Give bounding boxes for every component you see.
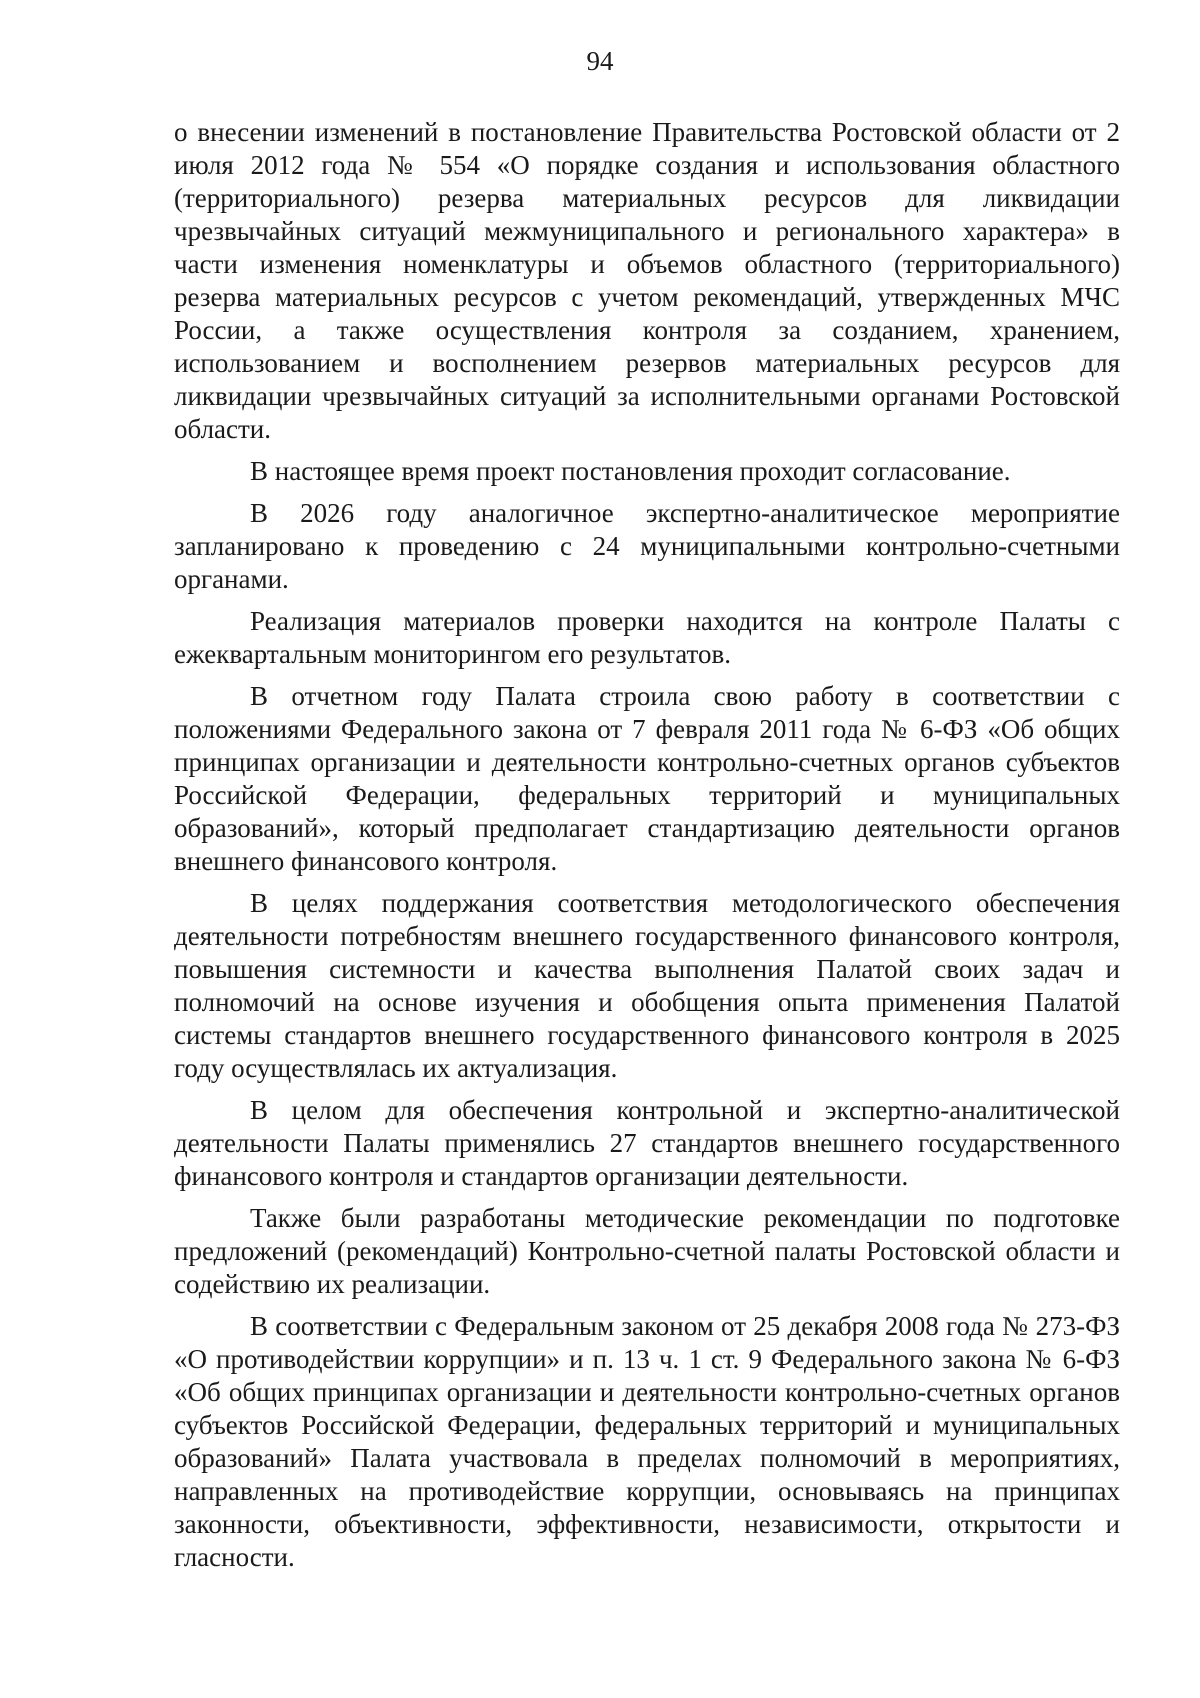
document-body [174, 116, 1120, 1583]
paragraph: В соответствии с Федеральным законом от 25 декабря 2008 года № 273-ФЗ «О противодействии коррупции» и п. 13 ч. 1 ст. 9 Федерального закона № 6-ФЗ «Об общих принципах организации и деятельности контрольно-счетных органов субъектов Российской Федерации, федеральных территорий и муниципальных образований» Палата участвовала в пределах полномочий в мероприятиях, направленных на противодействие коррупции, основываясь на принципах законности, объективности, эффективности, независимости, открытости и гласности. [174, 1311, 1120, 1572]
paragraph: В отчетном году Палата строила свою работу в соответствии с положениями Федерального закона от 7 февраля 2011 года № 6-ФЗ «Об общих принципах организации и деятельности контрольно-счетных органов субъектов Российской Федерации, федеральных территорий и муниципальных образований», который предполагает стандартизацию деятельности органов внешнего финансового контроля. [174, 681, 1120, 876]
paragraph: В целом для обеспечения контрольной и экспертно-аналитической деятельности Палаты применялись 27 стандартов внешнего государственного финансового контроля и стандартов организации деятельности. [174, 1095, 1120, 1191]
paragraph-continued: о внесении изменений в постановление Правительства Ростовской области от 2 июля 2012 года № 554 «О порядке создания и использования областного (территориального) резерва материальных ресурсов для ликвидации чрезвычайных ситуаций межмуниципального и регионального характера» в части изменения номенклатуры и объемов областного (территориального) резерва материальных ресурсов с учетом рекомендаций, утвержденных МЧС России, а также осуществления контроля за созданием, хранением, использованием и восполнением резервов материальных ресурсов для ликвидации чрезвычайных ситуаций за исполнительными органами Ростовской области. [174, 117, 1120, 444]
page-number: 94 [586, 46, 614, 76]
paragraph: В 2026 году аналогичное экспертно-аналитическое мероприятие запланировано к проведению с 24 муниципальными контрольно-счетными органами. [174, 498, 1120, 594]
paragraph: Реализация материалов проверки находится на контроле Палаты с ежеквартальным мониторингом его результатов. [174, 606, 1120, 669]
paragraph: В настоящее время проект постановления проходит согласование. [250, 456, 1011, 486]
paragraph: Также были разработаны методические рекомендации по подготовке предложений (рекомендаций) Контрольно-счетной палаты Ростовской области и содействию их реализации. [174, 1203, 1120, 1299]
paragraph: В целях поддержания соответствия методологического обеспечения деятельности потребностям внешнего государственного финансового контроля, повышения системности и качества выполнения Палатой своих задач и полномочий на основе изучения и обобщения опыта применения Палатой системы стандартов внешнего государственного финансового контроля в 2025 году осуществлялась их актуализация. [174, 888, 1120, 1083]
